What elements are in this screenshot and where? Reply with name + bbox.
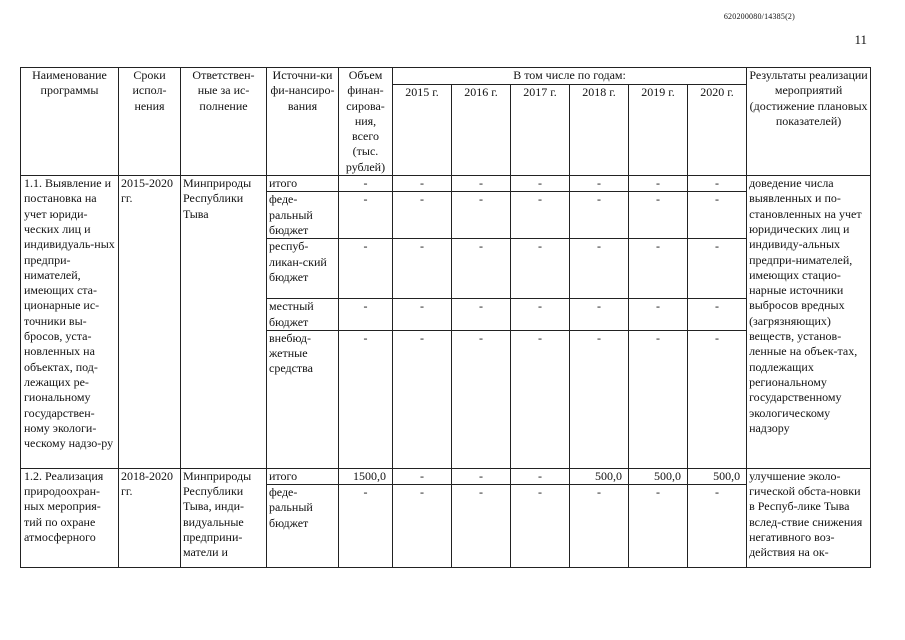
document-id: 620200080/14385(2) <box>723 12 795 21</box>
funding-source-cell: местный бюджет <box>267 299 339 331</box>
year-value-cell: - <box>629 485 688 568</box>
header-year: 2018 г. <box>570 84 629 176</box>
header-year: 2015 г. <box>393 84 452 176</box>
year-value-cell: - <box>452 192 511 239</box>
responsible-cell: Минприроды Республики Тыва, инди-видуальные предприни-матели и <box>181 468 267 567</box>
year-value-cell: - <box>511 468 570 484</box>
total-volume-cell: - <box>339 192 393 239</box>
total-volume-cell: - <box>339 485 393 568</box>
year-value-cell: - <box>452 239 511 299</box>
year-value-cell: - <box>511 176 570 192</box>
funding-source-cell: итого <box>267 468 339 484</box>
year-value-cell: - <box>452 299 511 331</box>
funding-source-cell: респуб-ликан-ский бюджет <box>267 239 339 299</box>
year-value-cell: - <box>511 485 570 568</box>
year-value-cell: - <box>393 239 452 299</box>
funding-source-cell: феде-ральный бюджет <box>267 192 339 239</box>
year-value-cell: - <box>393 330 452 468</box>
total-volume-cell: - <box>339 239 393 299</box>
header-year: 2017 г. <box>511 84 570 176</box>
year-value-cell: - <box>393 176 452 192</box>
table-row <box>21 468 871 484</box>
total-volume-cell: 1500,0 <box>339 468 393 484</box>
total-volume-cell: - <box>339 330 393 468</box>
header-name: Наименование программы <box>21 68 119 176</box>
year-value-cell: - <box>393 192 452 239</box>
year-value-cell: - <box>393 485 452 568</box>
term-cell: 2018-2020 гг. <box>119 468 181 567</box>
year-value-cell: - <box>688 192 747 239</box>
page-number: 11 <box>854 32 867 47</box>
result-cell: улучшение эколо-гической обста-новки в Респуб-лике Тыва вслед-ствие снижения негативного воз-действия на ок- <box>747 468 871 567</box>
year-value-cell: - <box>688 239 747 299</box>
year-value-cell: - <box>688 485 747 568</box>
year-value-cell: - <box>452 330 511 468</box>
program-name-cell: 1.1. Выявление и постановка на учет юриди-ческих лиц и индивидуаль-ных предпри-нимателей, имеющих ста-ционарные ис-точники вы-бросов, уста-новленных на объектах, под-лежащих ре-гиональному государствен-ному экологи-ческому надзо-ру <box>21 176 119 469</box>
year-value-cell: 500,0 <box>570 468 629 484</box>
year-value-cell: - <box>570 176 629 192</box>
year-value-cell: - <box>629 192 688 239</box>
year-value-cell: - <box>393 299 452 331</box>
year-value-cell: - <box>629 330 688 468</box>
year-value-cell: - <box>688 176 747 192</box>
year-value-cell: - <box>570 239 629 299</box>
term-cell: 2015-2020 гг. <box>119 176 181 469</box>
header-by-years: В том числе по годам: <box>393 68 747 85</box>
total-volume-cell: - <box>339 176 393 192</box>
year-value-cell: - <box>570 299 629 331</box>
result-cell: доведение числа выявленных и по-становленных на учет юридических лиц и индивиду-альных предпри-нимателей, имеющих стацио-нарные источники выбросов вредных (загрязняющих) веществ, установ-ленные на объек-тах, подлежащих региональному государственному экологическому надзору <box>747 176 871 469</box>
year-value-cell: - <box>511 239 570 299</box>
header-volume: Объем финан-сирова-ния, всего (тыс. рублей) <box>339 68 393 176</box>
year-value-cell: - <box>452 485 511 568</box>
funding-source-cell: итого <box>267 176 339 192</box>
responsible-cell: Минприроды Республики Тыва <box>181 176 267 469</box>
header-term: Сроки испол-нения <box>119 68 181 176</box>
year-value-cell: - <box>570 192 629 239</box>
header-responsible: Ответствен-ные за ис-полнение <box>181 68 267 176</box>
year-value-cell: - <box>570 330 629 468</box>
header-results: Результаты реализации мероприятий (достижение плановых показателей) <box>747 68 871 176</box>
program-name-cell: 1.2. Реализация природоохран-ных мероприя-тий по охране атмосферного <box>21 468 119 567</box>
header-year: 2020 г. <box>688 84 747 176</box>
year-value-cell: - <box>452 176 511 192</box>
funding-source-cell: феде-ральный бюджет <box>267 485 339 568</box>
header-year: 2019 г. <box>629 84 688 176</box>
year-value-cell: - <box>511 330 570 468</box>
total-volume-cell: - <box>339 299 393 331</box>
funding-source-cell: внебюд-жетные средства <box>267 330 339 468</box>
table-row <box>21 176 871 192</box>
header-year: 2016 г. <box>452 84 511 176</box>
year-value-cell: 500,0 <box>629 468 688 484</box>
program-table <box>20 67 871 568</box>
year-value-cell: 500,0 <box>688 468 747 484</box>
year-value-cell: - <box>629 176 688 192</box>
year-value-cell: - <box>629 239 688 299</box>
year-value-cell: - <box>393 468 452 484</box>
year-value-cell: - <box>511 299 570 331</box>
year-value-cell: - <box>570 485 629 568</box>
header-sources: Источни-ки фи-нансиро-вания <box>267 68 339 176</box>
year-value-cell: - <box>688 299 747 331</box>
year-value-cell: - <box>629 299 688 331</box>
year-value-cell: - <box>452 468 511 484</box>
year-value-cell: - <box>688 330 747 468</box>
year-value-cell: - <box>511 192 570 239</box>
